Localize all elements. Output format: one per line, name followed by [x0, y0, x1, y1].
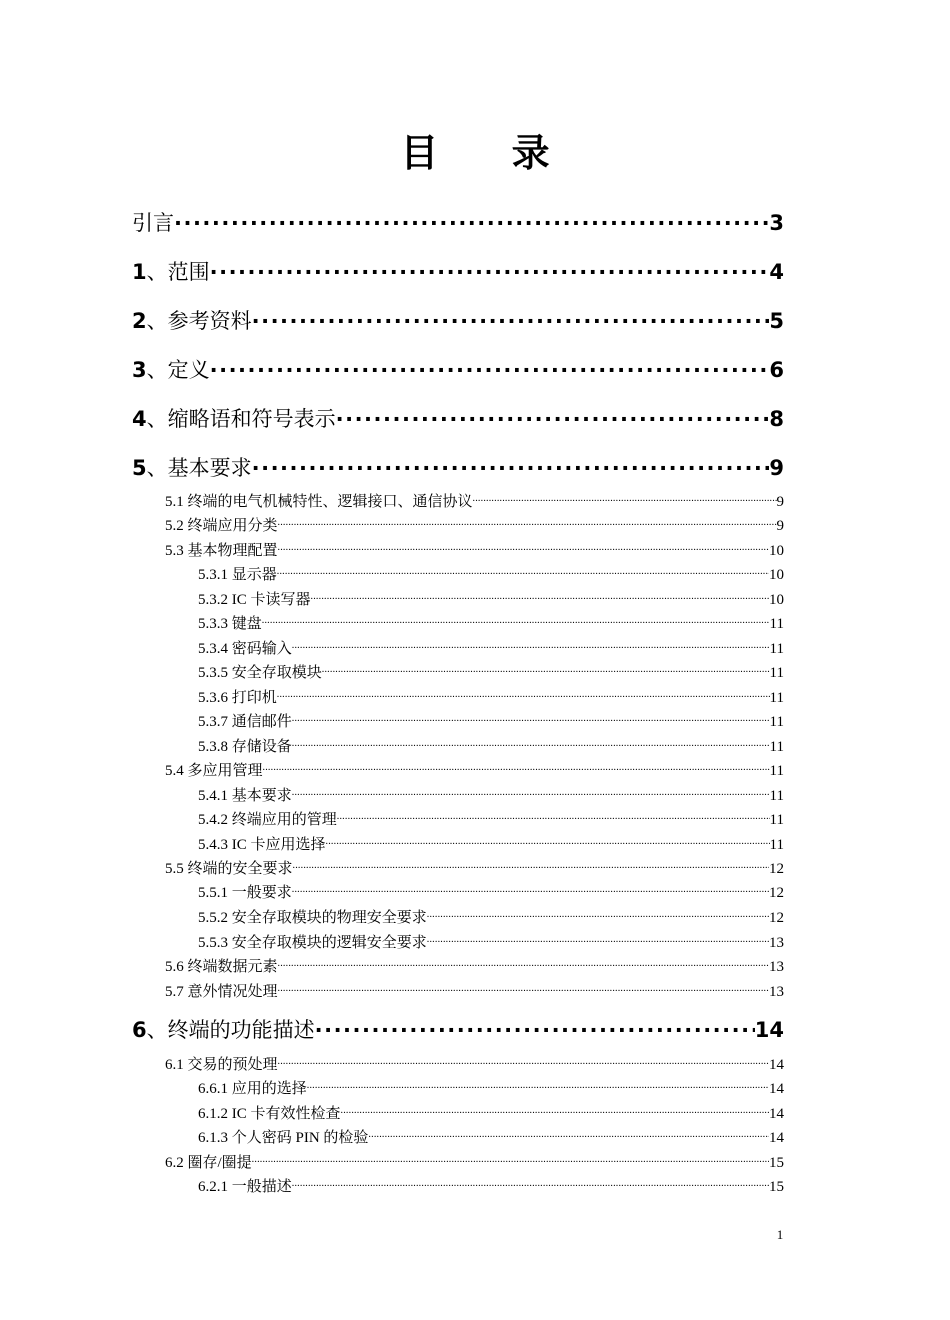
toc-entry-title: 5.5 终端的安全要求	[165, 861, 293, 877]
dot-leader	[427, 931, 769, 947]
dot-leader	[322, 661, 770, 677]
toc-page-number: 14	[769, 1081, 784, 1097]
dot-leader	[263, 759, 770, 775]
toc-page-number: 13	[769, 984, 784, 1000]
toc-entry-title: 6.2.1 一般描述	[198, 1179, 292, 1195]
toc-page-number: 8	[769, 407, 784, 431]
toc-page-number: 13	[769, 935, 784, 951]
toc-entry-section[interactable]	[165, 955, 784, 975]
dot-leader	[336, 400, 770, 426]
toc-entry-title: 5.3.2 IC 卡读写器	[198, 592, 311, 608]
page-title: 目 录	[400, 131, 580, 175]
toc-page-number: 14	[754, 1018, 784, 1042]
toc-entry-title: 5.5.1 一般要求	[198, 885, 292, 901]
toc-entry-title: 6.1.3 个人密码 PIN 的检验	[198, 1130, 369, 1146]
dot-leader	[277, 563, 769, 579]
toc-entry-title: 终端的功能描述	[167, 1018, 315, 1042]
dot-leader	[278, 980, 769, 996]
toc-page-number: 11	[769, 812, 784, 828]
toc-entry-title: 5.6 终端数据元素	[165, 959, 278, 975]
dot-leader	[341, 1102, 769, 1118]
toc-entry-subsection[interactable]	[198, 906, 784, 926]
dot-leader	[292, 735, 770, 751]
toc-page-number: 12	[769, 910, 784, 926]
toc-entry-title: 5.4.3 IC 卡应用选择	[198, 837, 326, 853]
toc-entry-subsection[interactable]	[198, 1175, 784, 1195]
toc-entry-subsection[interactable]	[198, 881, 784, 901]
toc-page-number: 9	[769, 456, 784, 480]
toc-page-number: 12	[769, 861, 784, 877]
toc-page-number: 3	[769, 211, 784, 235]
toc-entry-section[interactable]	[165, 514, 784, 534]
toc-entry-section[interactable]	[165, 1151, 784, 1171]
dot-leader	[427, 906, 769, 922]
toc-entry-subsection[interactable]	[198, 833, 784, 853]
toc-entry-subsection[interactable]	[198, 563, 784, 583]
toc-entry-subsection[interactable]	[198, 1126, 784, 1146]
dot-leader	[278, 955, 769, 971]
toc-page-number: 10	[769, 543, 784, 559]
dot-leader	[311, 588, 769, 604]
dot-leader	[292, 784, 770, 800]
toc-entry-title: 5.1 终端的电气机械特性、逻辑接口、通信协议	[165, 494, 473, 510]
toc-page-number: 6	[769, 358, 784, 382]
toc-entry-title: 范围	[167, 260, 210, 284]
toc-page-number: 10	[769, 592, 784, 608]
toc-page-number: 15	[769, 1179, 784, 1195]
page-number: 1	[776, 1227, 784, 1242]
toc-entry-title: 5.7 意外情况处理	[165, 984, 278, 1000]
toc-entry-section[interactable]	[165, 759, 784, 779]
dot-leader	[210, 253, 770, 279]
dot-leader	[252, 449, 770, 475]
toc-entry-subsection[interactable]	[198, 808, 784, 828]
dot-leader	[337, 808, 770, 824]
toc-entry-title: 5.3.6 打印机	[198, 690, 277, 706]
toc-entry-title: 6.1 交易的预处理	[165, 1057, 278, 1073]
toc-entry-subsection[interactable]	[198, 686, 784, 706]
toc-page-number: 4	[769, 260, 784, 284]
dot-leader	[174, 204, 769, 230]
toc-page-number: 15	[769, 1155, 784, 1171]
toc-entry-chapter-1[interactable]: 1、范围 ..... 4	[132, 253, 784, 283]
toc-entry-title: 5.4.2 终端应用的管理	[198, 812, 337, 828]
toc-entry-chapter-5[interactable]: 5、基本要求 ..... 9	[132, 449, 784, 479]
toc-entry-title: 5.3.3 键盘	[198, 616, 262, 632]
toc-entry-title: 基本要求	[167, 456, 252, 480]
dot-leader	[278, 539, 769, 555]
toc-entry-chapter-4[interactable]: 4、缩略语和符号表示 ..... 8	[132, 400, 784, 430]
toc-entry-subsection[interactable]	[198, 784, 784, 804]
dot-leader	[252, 1151, 769, 1167]
dot-leader	[307, 1077, 769, 1093]
dot-leader	[277, 686, 770, 702]
toc-page-number: 5	[769, 309, 784, 333]
toc-page-number: 11	[769, 788, 784, 804]
toc-entry-title: 5.4 多应用管理	[165, 763, 263, 779]
toc-entry-title: 5.5.2 安全存取模块的物理安全要求	[198, 910, 427, 926]
toc-page-number: 13	[769, 959, 784, 975]
toc-entry-title: 5.3.8 存储设备	[198, 739, 292, 755]
toc-entry-title: 5.2 终端应用分类	[165, 518, 278, 534]
toc-entry-subsection[interactable]	[198, 637, 784, 657]
toc-entry-title: 5.3 基本物理配置	[165, 543, 278, 559]
toc-entry-title: 5.3.1 显示器	[198, 567, 277, 583]
toc-page-number: 11	[769, 714, 784, 730]
toc-page-number: 14	[769, 1130, 784, 1146]
toc-entry-subsection[interactable]	[198, 1077, 784, 1097]
toc-entry-title: 5.4.1 基本要求	[198, 788, 292, 804]
dot-leader	[278, 1053, 769, 1069]
dot-leader	[473, 490, 777, 506]
toc-page-number: 11	[769, 763, 784, 779]
toc-entry-title: 参考资料	[167, 309, 252, 333]
toc-entry-title: 5.3.7 通信邮件	[198, 714, 292, 730]
toc-entry-title: 5.3.4 密码输入	[198, 641, 292, 657]
toc-entry-title: 6.1.2 IC 卡有效性检查	[198, 1106, 341, 1122]
toc-entry-chapter-3[interactable]: 3、定义 ..... 6	[132, 351, 784, 381]
toc-entry-introduction[interactable]	[132, 204, 784, 234]
dot-leader	[252, 302, 770, 328]
toc-entry-title: 5.3.5 安全存取模块	[198, 665, 322, 681]
toc-page-number: 11	[769, 665, 784, 681]
toc-entry-chapter-6[interactable]: 6、终端的功能描述 ..... 14	[132, 1011, 784, 1041]
toc-page-number: 11	[769, 739, 784, 755]
toc-entry-section[interactable]	[165, 980, 784, 1000]
toc-entry-subsection[interactable]	[198, 735, 784, 755]
dot-leader	[292, 637, 770, 653]
toc-page-number: 14	[769, 1106, 784, 1122]
toc-entry-subsection[interactable]	[198, 612, 784, 632]
dot-leader	[210, 351, 770, 377]
dot-leader	[326, 833, 770, 849]
toc-entry-subsection[interactable]	[198, 661, 784, 681]
dot-leader	[315, 1011, 755, 1037]
toc-entry-title: 6.2 圈存/圈提	[165, 1155, 252, 1171]
toc-entry-section[interactable]	[165, 857, 784, 877]
toc-page-number: 10	[769, 567, 784, 583]
toc-page-number: 9	[776, 494, 784, 510]
toc-page-number: 11	[769, 616, 784, 632]
toc-entry-subsection[interactable]	[198, 1102, 784, 1122]
toc-entry-title: 6.6.1 应用的选择	[198, 1081, 307, 1097]
dot-leader	[368, 1126, 769, 1142]
dot-leader	[262, 612, 770, 628]
toc-entry-title: 5.5.3 安全存取模块的逻辑安全要求	[198, 935, 427, 951]
dot-leader	[278, 514, 777, 530]
dot-leader	[293, 857, 769, 873]
toc-entry-title: 缩略语和符号表示	[167, 407, 336, 431]
toc-entry-section[interactable]	[165, 490, 784, 510]
toc-page-number: 9	[776, 518, 784, 534]
toc-page-number: 11	[769, 837, 784, 853]
toc-page-number: 14	[769, 1057, 784, 1073]
toc-entry-title: 引言	[132, 211, 174, 235]
toc-page-number: 11	[769, 641, 784, 657]
toc-entry-section[interactable]	[165, 1053, 784, 1073]
toc-page-number: 11	[769, 690, 784, 706]
toc-entry-title: 定义	[167, 358, 210, 382]
toc-entry-section[interactable]	[165, 539, 784, 559]
dot-leader	[292, 710, 770, 726]
toc-entry-chapter-2[interactable]: 2、参考资料 ..... 5	[132, 302, 784, 332]
toc-entry-subsection[interactable]	[198, 710, 784, 730]
dot-leader	[292, 881, 769, 897]
dot-leader	[292, 1175, 769, 1191]
toc-entry-subsection[interactable]	[198, 931, 784, 951]
toc-entry-subsection[interactable]	[198, 588, 784, 608]
toc-page-number: 12	[769, 885, 784, 901]
